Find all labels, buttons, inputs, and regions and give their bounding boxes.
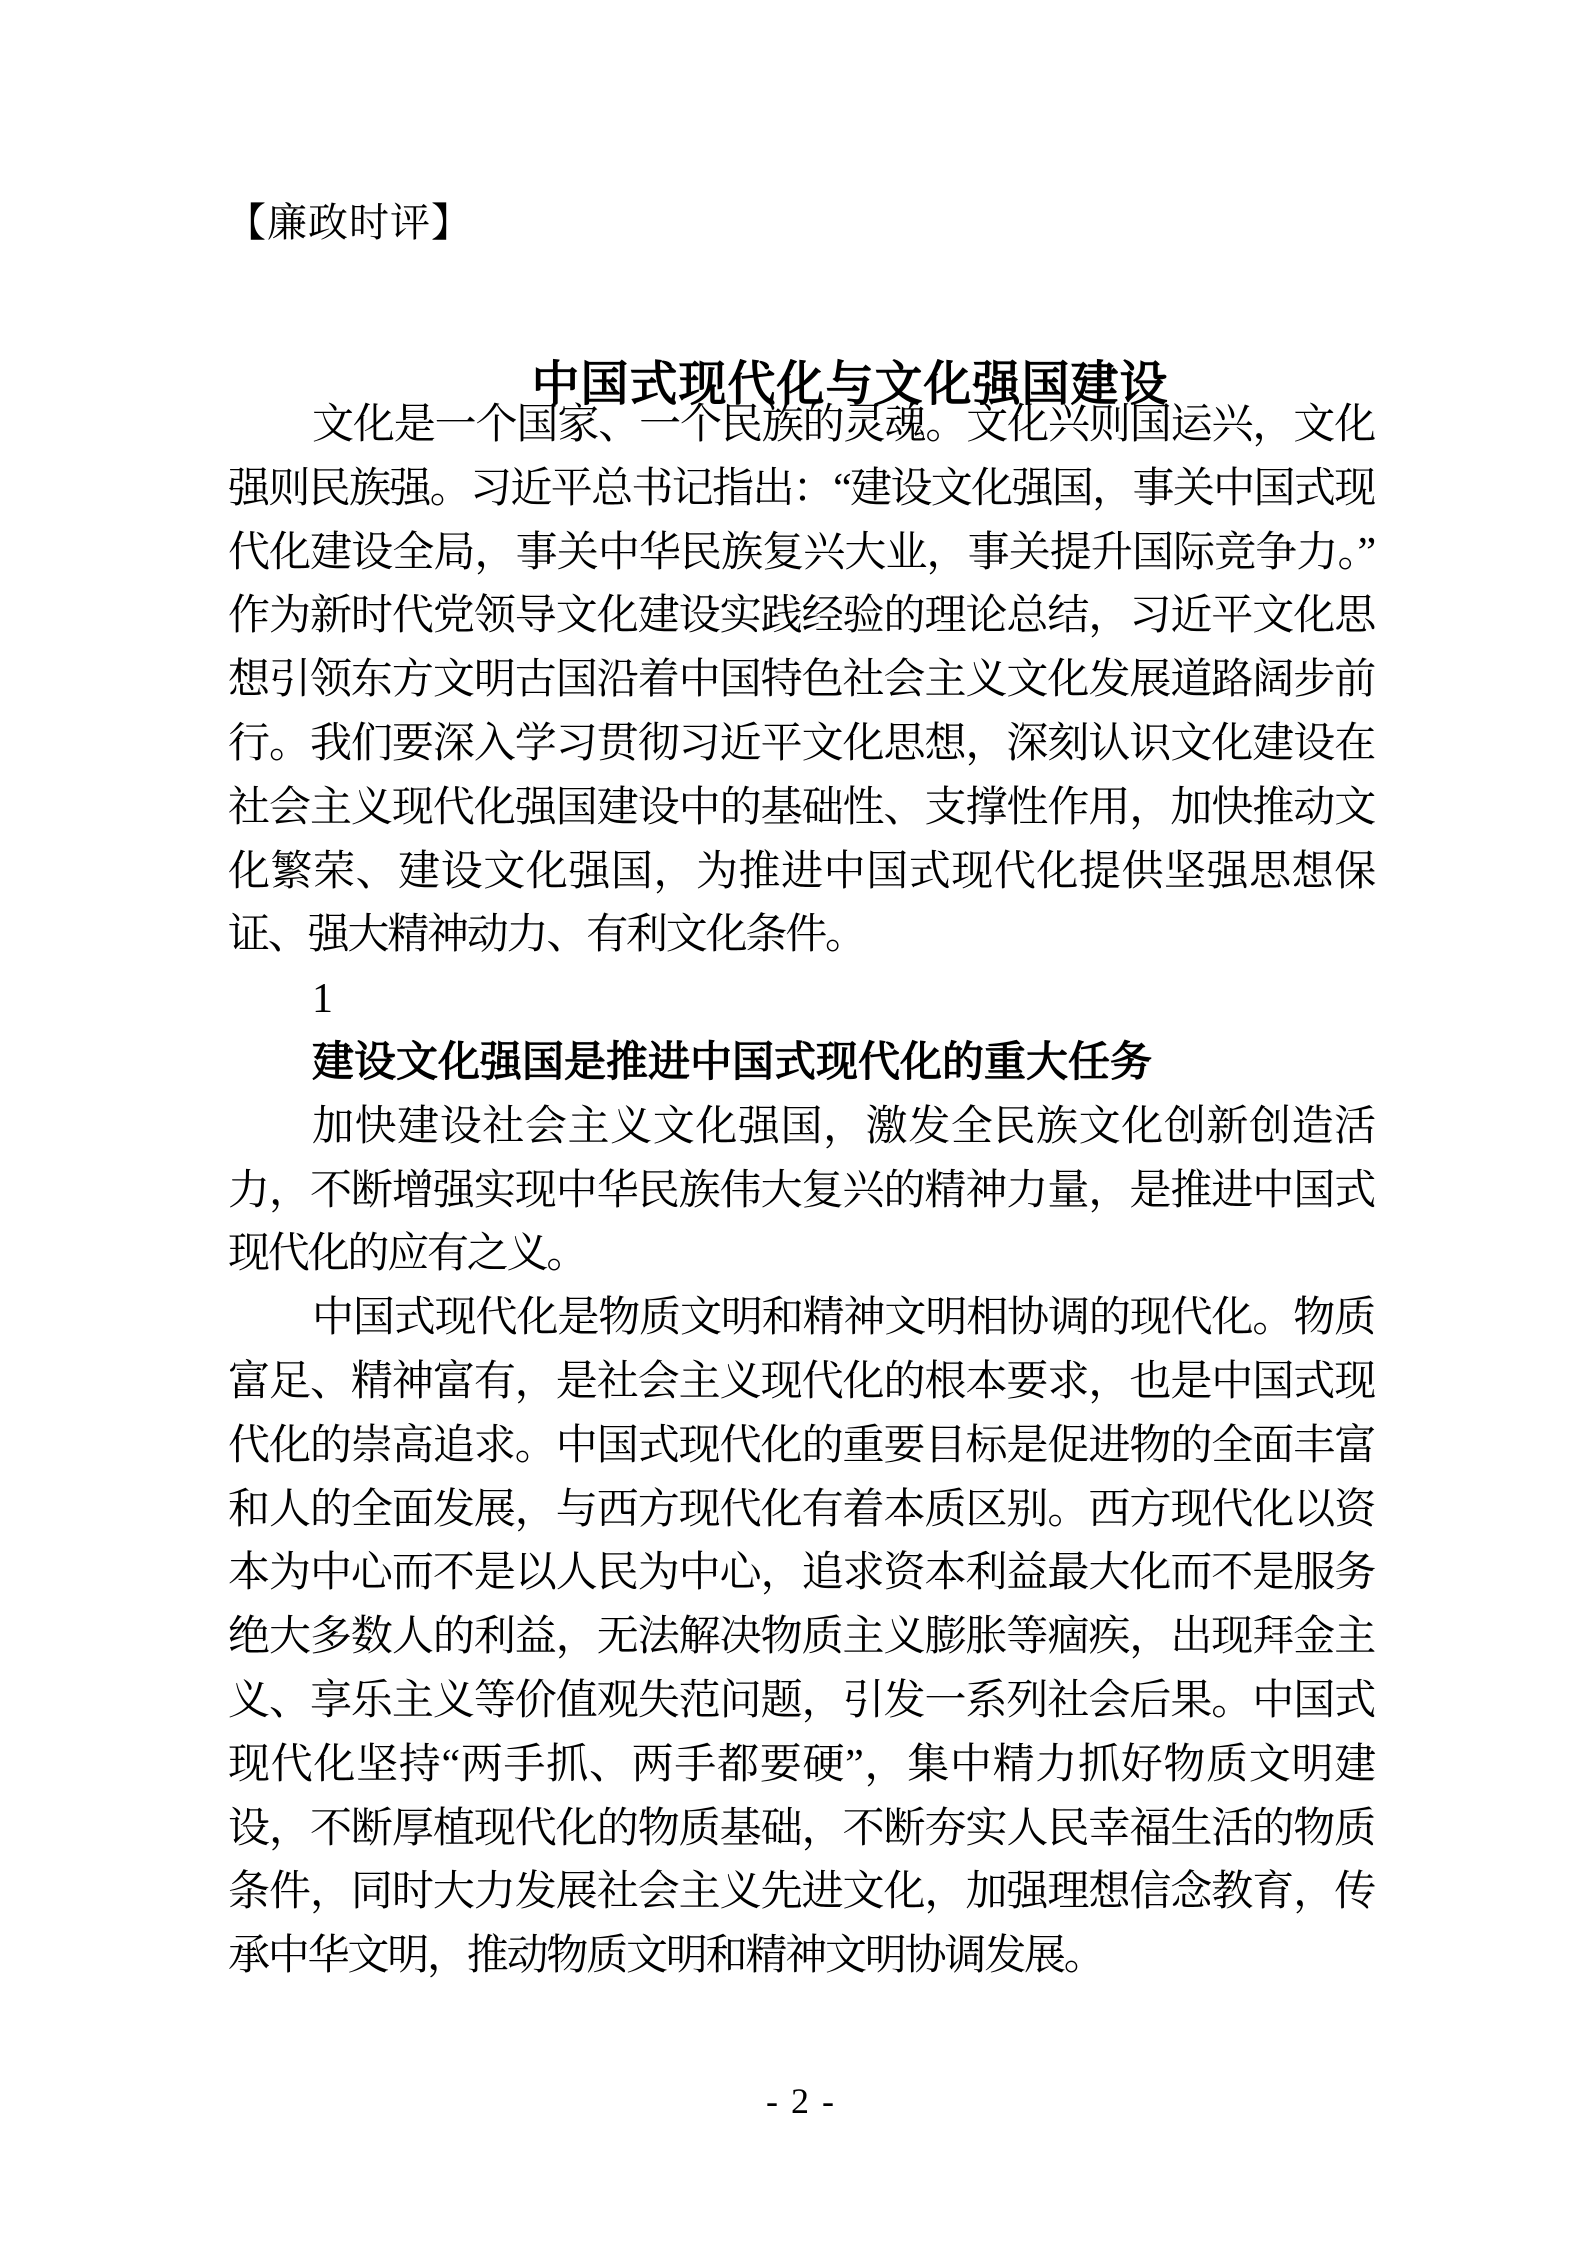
page-number: - 2 -	[766, 2081, 836, 2121]
column-label: 【廉政时评】	[226, 200, 472, 245]
document-title: 中国式现代化与文化强国建设	[531, 358, 1169, 412]
intro-paragraph: 文化是一个国家、一个民族的灵魂。文化兴则国运兴，文化强则民族强。习近平总书记指出：“建设文化强国，事关中国式现代化建设全局，事关中华民族复兴大业，事关提升国际竞争力。”作为新时代党领导文化建设实践经验的理论总结，习近平文化思想引领东方文明古国沿着中国特色社会主义文化发展道路阔步前行。我们要深入学习贯彻习近平文化思想，深刻认识文化建设在社会主义现代化强国建设中的基础性、支撑性作用，加快推动文化繁荣、建设文化强国，为推进中国式现代化提供坚强思想保证、强大精神动力、有利文化条件。	[228, 402, 1374, 959]
document-body	[228, 394, 1374, 1989]
section-heading: 建设文化强国是推进中国式现代化的重大任务	[312, 1039, 1153, 1086]
body-paragraph: 中国式现代化是物质文明和精神文明相协调的现代化。物质富足、精神富有，是社会主义现代化的根本要求，也是中国式现代化的崇高追求。中国式现代化的重要目标是促进物的全面丰富和人的全面发展，与西方现代化有着本质区别。西方现代化以资本为中心而不是以人民为中心，追求资本利益最大化而不是服务绝大多数人的利益，无法解决物质主义膨胀等痼疾，出现拜金主义、享乐主义等价值观失范问题，引发一系列社会后果。中国式现代化坚持“两手抓、两手都要硬”，集中精力抓好物质文明建设，不断厚植现代化的物质基础，不断夯实人民幸福生活的物质条件，同时大力发展社会主义先进文化，加强理想信念教育，传承中华文明，推动物质文明和精神文明协调发展。	[228, 1295, 1374, 1980]
section-number: 1	[312, 976, 331, 1023]
body-paragraph: 加快建设社会主义文化强国，激发全民族文化创新创造活力，不断增强实现中华民族伟大复兴的精神力量，是推进中国式现代化的应有之义。	[228, 1103, 1374, 1278]
